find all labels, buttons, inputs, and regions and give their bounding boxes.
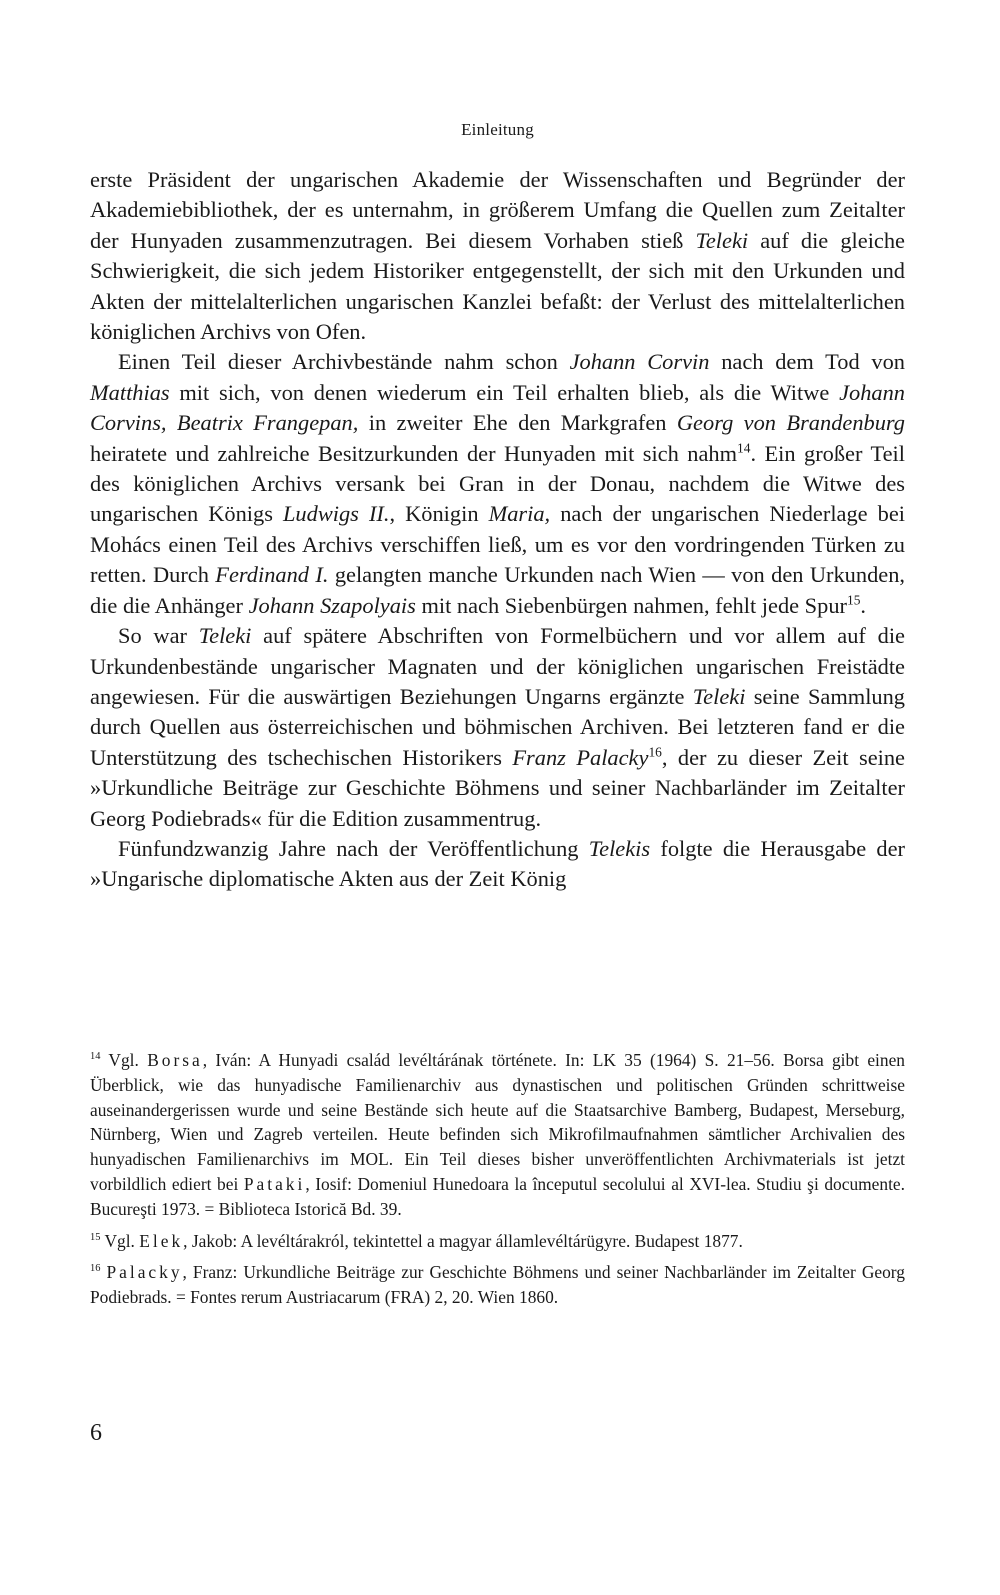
text-run: Einen Teil dieser Archivbestände nahm schon: [118, 349, 570, 375]
book-page: [90, 0, 905, 1595]
text-run: , Iosif: Domeniul Hunedoara la începutul secolului al XVI-lea. Studiu şi documente. Bucureşti 1973. = Biblioteca Istorică Bd. 39.: [90, 1173, 905, 1219]
text-run: , Königin: [389, 501, 489, 527]
footnote-ref-14[interactable]: 14: [737, 440, 751, 456]
text-run: nach dem Tod von: [709, 349, 905, 375]
text-run: in zweiter Ehe den Markgrafen: [358, 410, 677, 436]
footnote-15: [90, 1229, 905, 1254]
person-name: Georg von Brandenburg: [676, 410, 905, 436]
text-run: gelangten manche Urkunden nach Wien — von den Urkunden, die die Anhänger: [90, 562, 905, 618]
text-run: mit nach Siebenbürgen nahmen, fehlt jede Spur: [415, 592, 847, 618]
person-name: Ferdinand I.: [215, 562, 329, 588]
text-run: erste Präsident der ungarischen Akademie der Wissenschaften und Begründer der Akademiebibliothek, der es unternahm, in größerem Umfang die Quellen zum Zeitalter der Hunyaden zusammenzutragen. Bei diesem Vorhaben stieß: [90, 167, 905, 253]
footnote-ref-15[interactable]: 15: [846, 592, 861, 608]
text-run: .: [860, 592, 867, 618]
text-run: folgte die Herausgabe der »Ungarische diplomatische Akten aus der Zeit König: [90, 835, 905, 892]
person-name: Maria,: [488, 501, 551, 527]
person-name: Matthias: [90, 379, 170, 405]
person-name: Teleki: [198, 623, 252, 649]
text-run: auf die gleiche Schwierigkeit, die sich jedem Historiker entgegenstellt, der sich mit den Urkunden und Akten der mittelalterlichen ungarischen Kanzlei befaßt: der Verlust des mittelalterlichen königlichen Archivs von Ofen.: [90, 227, 905, 345]
text-run: , Iván: A Hunyadi család levéltárának története. In: LK 35 (1964) S. 21–56. Borsa gibt einen Überblick, wie das hunyadische Familienarchiv aus dynastischen und politischen Gründen schrittweise auseinandergerissen wurde und seine Bestände sich heute auf die Staatsarchive Bamberg, Budapest, Merseburg, Nürnberg, Wien und Zagreb verteilen. Heute befinden sich Mikrofilmaufnahmen sämtlicher Archivalien des hunyadischen Familienarchivs im MOL. Ein Teil dieses bisher unveröffentlichten Archivmaterials ist jetzt vorbildlich ediert bei: [90, 1050, 905, 1194]
person-name: Johann Corvins, Beatrix Frangepan,: [90, 379, 905, 436]
text-run: auf spätere Abschriften von Formelbüchern und vor allem auf die Urkundenbestände ungarischer Magnaten und der königlichen ungarischen Freistädte angewiesen. Für die auswärtigen Beziehungen Ungarns ergänzte: [90, 623, 905, 709]
text-run: So war: [118, 623, 199, 649]
paragraph-1: [90, 165, 905, 347]
text-run: seine Sammlung durch Quellen aus österreichischen und böhmischen Archiven. Bei letzteren fand er die Unterstützung des tschechischen Historikers: [90, 683, 906, 770]
text-run: , Jakob: A levéltárakról, tekintettel a magyar államlevéltárügyre. Budapest 1877.: [183, 1230, 743, 1251]
text-run: Vgl.: [100, 1050, 148, 1070]
page-number: 6: [90, 1420, 102, 1446]
author-name: Borsa: [147, 1050, 203, 1070]
paragraph-2: [90, 347, 905, 621]
paragraph-4: [90, 834, 905, 895]
person-name: Franz Palacky: [512, 744, 649, 770]
footnote-number: 14: [90, 1051, 101, 1063]
footnote-number: 15: [90, 1231, 101, 1243]
person-name: Johann Corvin: [569, 349, 710, 375]
author-name: Pataki: [243, 1173, 306, 1194]
text-run: nach der ungarischen Niederlage bei Mohács einen Teil des Archivs verschiffen ließ, um es vor den vordringenden Türken zu retten. Durch: [90, 501, 906, 588]
author-name: Palacky: [106, 1262, 183, 1283]
text-run: , der zu dieser Zeit seine »Urkundliche Beiträge zur Geschichte Böhmens und seiner Nachbarländer im Zeitalter Georg Podiebrads« für die Edition zusammentrug.: [90, 744, 905, 831]
footnote-16: [90, 1260, 905, 1310]
text-run: Fünfundzwanzig Jahre nach der Veröffentlichung: [118, 835, 589, 861]
footnote-ref-16[interactable]: 16: [648, 744, 662, 760]
person-name: Johann Szapolyais: [248, 592, 416, 618]
footnote-number: 16: [90, 1263, 101, 1275]
text-run: , Franz: Urkundliche Beiträge zur Geschichte Böhmens und seiner Nachbarländer im Zeitalter Georg Podiebrads. = Fontes rerum Austriacarum (FRA) 2, 20. Wien 1860.: [90, 1262, 905, 1308]
paragraph-3: [90, 621, 905, 834]
person-name: Ludwigs II.: [282, 501, 390, 527]
text-run: mit sich, von denen wiederum ein Teil erhalten blieb, als die Witwe: [169, 379, 840, 405]
text-run: heiratete und zahlreiche Besitzurkunden der Hunyaden mit sich nahm: [90, 440, 737, 466]
running-head: Einleitung: [461, 120, 534, 139]
text-run: . Ein großer Teil des königlichen Archivs versank bei Gran in der Donau, nachdem die Witwe des ungarischen Königs: [90, 440, 905, 527]
footnotes: [90, 1048, 905, 1317]
author-name: Elek: [139, 1230, 184, 1251]
person-name: Teleki: [695, 227, 749, 253]
person-name: Teleki: [692, 683, 746, 709]
person-name: Telekis: [588, 835, 651, 861]
text-run: Vgl.: [100, 1230, 140, 1251]
main-text: [90, 165, 905, 895]
footnote-14: [90, 1048, 905, 1222]
